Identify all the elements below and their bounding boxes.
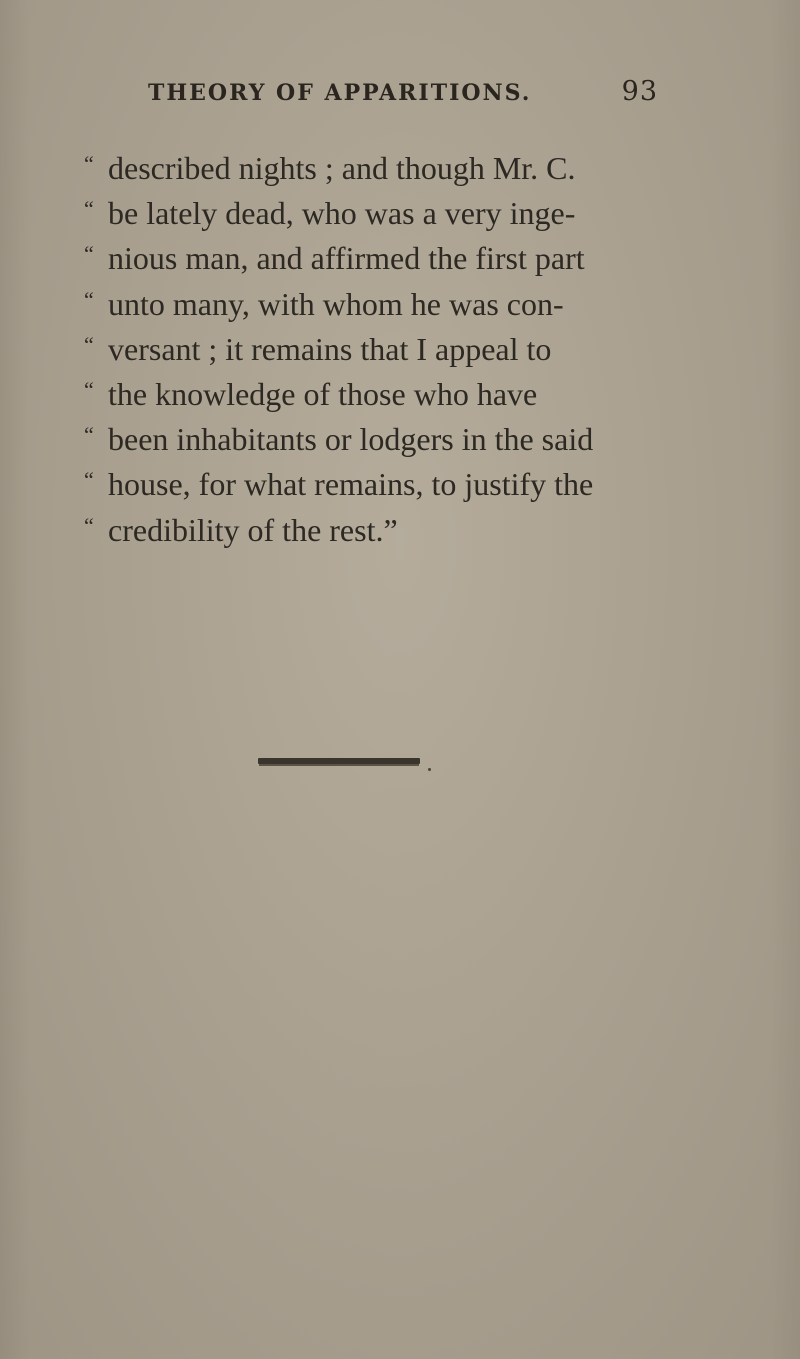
body-text [84,141,644,548]
open-quote-mark: “ [84,241,94,267]
open-quote-mark: “ [84,422,94,448]
line-text: credibility of the rest.” [108,511,398,548]
section-end-dot [428,768,431,771]
open-quote-mark: “ [84,512,94,538]
text-line [84,457,644,502]
open-quote-mark: “ [84,196,94,222]
text-line [84,503,644,548]
text-line [84,277,644,322]
text-line [84,231,644,276]
text-line [84,141,644,186]
section-end-rule [258,758,420,764]
open-quote-mark: “ [84,151,94,176]
open-quote-mark: “ [84,331,94,357]
open-quote-mark: “ [84,376,94,402]
open-quote-mark: “ [84,286,94,312]
text-line [84,186,644,231]
text-line [84,322,644,367]
line-text: the knowledge of those who have [108,375,538,412]
page-number: 93 [621,76,658,107]
line-text: nious man, and affirmed the first part [108,240,585,277]
line-text: unto many, with whom he was con- [108,285,564,322]
running-head-title: THEORY OF APPARITIONS. [148,80,532,106]
line-text: versant ; it remains that I appeal to [108,330,552,367]
open-quote-mark: “ [84,467,94,493]
line-text: described nights ; and though Mr. C. [108,150,576,186]
text-line [84,412,644,457]
line-text: be lately dead, who was a very inge- [108,195,576,232]
line-text: been inhabitants or lodgers in the said [108,421,594,458]
running-head [148,76,658,116]
text-line [84,367,644,412]
line-text: house, for what remains, to justify the [108,466,594,503]
